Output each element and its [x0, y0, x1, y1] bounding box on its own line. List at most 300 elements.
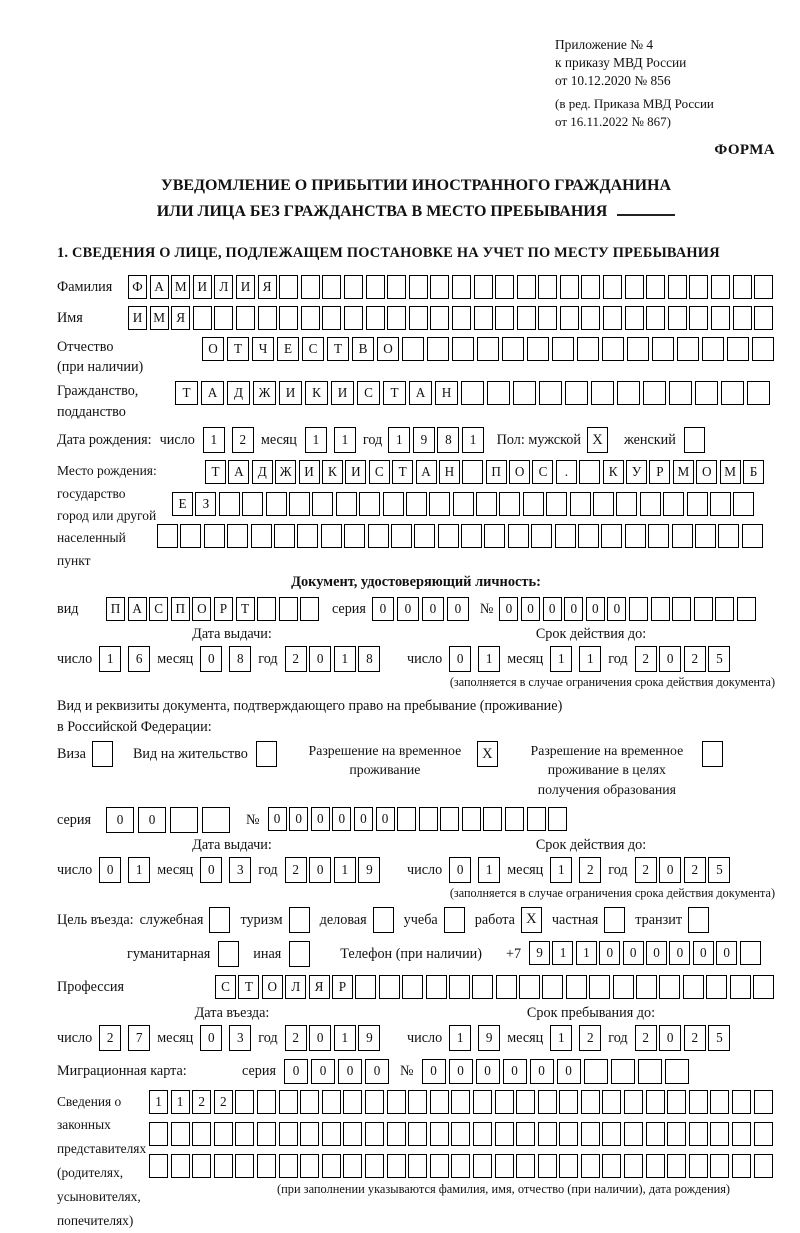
- char-cell[interactable]: [733, 492, 754, 516]
- char-cell[interactable]: [648, 524, 669, 548]
- char-cell[interactable]: 1: [550, 646, 572, 672]
- char-cell[interactable]: [391, 524, 412, 548]
- char-cell[interactable]: [495, 1122, 514, 1146]
- char-cell[interactable]: [727, 337, 749, 361]
- char-cell[interactable]: [516, 1090, 535, 1114]
- char-cell[interactable]: [387, 275, 406, 299]
- char-cell[interactable]: В: [352, 337, 374, 361]
- char-cell[interactable]: [219, 492, 240, 516]
- char-cell[interactable]: [624, 1122, 643, 1146]
- char-cell[interactable]: И: [236, 275, 255, 299]
- char-cell[interactable]: [402, 975, 423, 999]
- char-cell[interactable]: [624, 1090, 643, 1114]
- char-cell[interactable]: [517, 275, 536, 299]
- char-cell[interactable]: [625, 275, 644, 299]
- char-cell[interactable]: [601, 524, 622, 548]
- char-cell[interactable]: [508, 524, 529, 548]
- char-cell[interactable]: [235, 1122, 254, 1146]
- char-cell[interactable]: [300, 1090, 319, 1114]
- char-cell[interactable]: [718, 524, 739, 548]
- char-cell[interactable]: [706, 975, 727, 999]
- char-cell[interactable]: [754, 275, 773, 299]
- char-cell[interactable]: 2: [285, 1025, 307, 1051]
- char-cell[interactable]: [472, 975, 493, 999]
- char-cell[interactable]: [344, 306, 363, 330]
- char-cell[interactable]: [408, 1122, 427, 1146]
- char-cell[interactable]: 0: [268, 807, 287, 831]
- char-cell[interactable]: [402, 337, 424, 361]
- char-cell[interactable]: [301, 275, 320, 299]
- char-cell[interactable]: [257, 1090, 276, 1114]
- char-cell[interactable]: [747, 381, 770, 405]
- char-cell[interactable]: 5: [708, 646, 730, 672]
- char-cell[interactable]: 1: [550, 1025, 572, 1051]
- char-cell[interactable]: [409, 275, 428, 299]
- char-cell[interactable]: [669, 381, 692, 405]
- char-cell[interactable]: [214, 1154, 233, 1178]
- char-cell[interactable]: 0: [607, 597, 626, 621]
- char-cell[interactable]: [711, 275, 730, 299]
- char-cell[interactable]: К: [322, 460, 343, 484]
- char-cell[interactable]: [695, 524, 716, 548]
- char-cell[interactable]: О: [262, 975, 283, 999]
- char-cell[interactable]: [499, 492, 520, 516]
- char-cell[interactable]: [689, 1122, 708, 1146]
- char-cell[interactable]: 0: [200, 857, 222, 883]
- char-cell[interactable]: [149, 1122, 168, 1146]
- char-cell[interactable]: З: [195, 492, 216, 516]
- char-cell[interactable]: [451, 1090, 470, 1114]
- char-cell[interactable]: [322, 1122, 341, 1146]
- char-cell[interactable]: [539, 381, 562, 405]
- char-cell[interactable]: [513, 381, 536, 405]
- char-cell[interactable]: [733, 275, 752, 299]
- char-cell[interactable]: [279, 1154, 298, 1178]
- char-cell[interactable]: [300, 1122, 319, 1146]
- char-cell[interactable]: 1: [388, 427, 410, 453]
- char-cell[interactable]: О: [509, 460, 530, 484]
- char-cell[interactable]: А: [409, 381, 432, 405]
- char-cell[interactable]: Е: [277, 337, 299, 361]
- char-cell[interactable]: [577, 337, 599, 361]
- char-cell[interactable]: [343, 1154, 362, 1178]
- char-cell[interactable]: 1: [334, 1025, 356, 1051]
- char-cell[interactable]: 0: [557, 1059, 581, 1084]
- char-cell[interactable]: [754, 1122, 773, 1146]
- char-cell[interactable]: [430, 275, 449, 299]
- char-cell[interactable]: [336, 492, 357, 516]
- char-cell[interactable]: [646, 1154, 665, 1178]
- purpose-tourism-checkbox[interactable]: [289, 907, 310, 933]
- temp-permit-checkbox[interactable]: X: [477, 741, 498, 767]
- char-cell[interactable]: [538, 306, 557, 330]
- char-cell[interactable]: 0: [332, 807, 351, 831]
- char-cell[interactable]: [202, 807, 230, 833]
- char-cell[interactable]: [496, 975, 517, 999]
- char-cell[interactable]: [430, 1154, 449, 1178]
- char-cell[interactable]: 0: [138, 807, 166, 833]
- char-cell[interactable]: [646, 275, 665, 299]
- char-cell[interactable]: 1: [579, 646, 601, 672]
- char-cell[interactable]: [429, 492, 450, 516]
- char-cell[interactable]: 0: [309, 1025, 331, 1051]
- char-cell[interactable]: Т: [383, 381, 406, 405]
- char-cell[interactable]: [542, 975, 563, 999]
- char-cell[interactable]: [214, 306, 233, 330]
- char-cell[interactable]: [730, 975, 751, 999]
- char-cell[interactable]: [279, 1090, 298, 1114]
- char-cell[interactable]: 2: [635, 857, 657, 883]
- char-cell[interactable]: [652, 337, 674, 361]
- char-cell[interactable]: [487, 381, 510, 405]
- char-cell[interactable]: [559, 1122, 578, 1146]
- char-cell[interactable]: [711, 306, 730, 330]
- char-cell[interactable]: [548, 807, 567, 831]
- char-cell[interactable]: Я: [171, 306, 190, 330]
- char-cell[interactable]: 2: [635, 646, 657, 672]
- char-cell[interactable]: 0: [599, 941, 620, 965]
- char-cell[interactable]: [297, 524, 318, 548]
- char-cell[interactable]: [559, 1090, 578, 1114]
- char-cell[interactable]: [409, 306, 428, 330]
- char-cell[interactable]: С: [149, 597, 168, 621]
- char-cell[interactable]: [625, 306, 644, 330]
- char-cell[interactable]: 0: [309, 857, 331, 883]
- char-cell[interactable]: [419, 807, 438, 831]
- char-cell[interactable]: 1: [478, 646, 500, 672]
- char-cell[interactable]: 5: [708, 1025, 730, 1051]
- visa-checkbox[interactable]: [92, 741, 113, 767]
- char-cell[interactable]: [440, 807, 459, 831]
- edu-permit-checkbox[interactable]: [702, 741, 723, 767]
- char-cell[interactable]: 1: [99, 646, 121, 672]
- char-cell[interactable]: 1: [171, 1090, 190, 1114]
- char-cell[interactable]: 1: [576, 941, 597, 965]
- char-cell[interactable]: К: [305, 381, 328, 405]
- char-cell[interactable]: [406, 492, 427, 516]
- char-cell[interactable]: [414, 524, 435, 548]
- char-cell[interactable]: [603, 306, 622, 330]
- char-cell[interactable]: 1: [305, 427, 327, 453]
- char-cell[interactable]: 1: [449, 1025, 471, 1051]
- char-cell[interactable]: [430, 306, 449, 330]
- char-cell[interactable]: А: [150, 275, 169, 299]
- char-cell[interactable]: [279, 275, 298, 299]
- char-cell[interactable]: А: [228, 460, 249, 484]
- char-cell[interactable]: [667, 1154, 686, 1178]
- char-cell[interactable]: [581, 1090, 600, 1114]
- char-cell[interactable]: [668, 275, 687, 299]
- char-cell[interactable]: Б: [743, 460, 764, 484]
- char-cell[interactable]: 7: [128, 1025, 150, 1051]
- char-cell[interactable]: [667, 1090, 686, 1114]
- char-cell[interactable]: С: [369, 460, 390, 484]
- char-cell[interactable]: 0: [646, 941, 667, 965]
- char-cell[interactable]: 1: [462, 427, 484, 453]
- char-cell[interactable]: [538, 275, 557, 299]
- char-cell[interactable]: 0: [397, 597, 419, 621]
- char-cell[interactable]: Ф: [128, 275, 147, 299]
- char-cell[interactable]: Р: [332, 975, 353, 999]
- char-cell[interactable]: [242, 492, 263, 516]
- char-cell[interactable]: 0: [106, 807, 134, 833]
- char-cell[interactable]: [235, 1090, 254, 1114]
- purpose-work-checkbox[interactable]: X: [521, 907, 542, 933]
- char-cell[interactable]: [157, 524, 178, 548]
- char-cell[interactable]: [517, 306, 536, 330]
- char-cell[interactable]: [495, 1090, 514, 1114]
- char-cell[interactable]: [753, 975, 774, 999]
- char-cell[interactable]: Д: [227, 381, 250, 405]
- char-cell[interactable]: [387, 1122, 406, 1146]
- char-cell[interactable]: О: [377, 337, 399, 361]
- char-cell[interactable]: [589, 975, 610, 999]
- char-cell[interactable]: [646, 306, 665, 330]
- char-cell[interactable]: [663, 492, 684, 516]
- char-cell[interactable]: 9: [358, 1025, 380, 1051]
- char-cell[interactable]: [258, 306, 277, 330]
- char-cell[interactable]: М: [150, 306, 169, 330]
- char-cell[interactable]: 3: [229, 1025, 251, 1051]
- char-cell[interactable]: 8: [358, 646, 380, 672]
- char-cell[interactable]: [560, 275, 579, 299]
- char-cell[interactable]: [387, 306, 406, 330]
- char-cell[interactable]: 8: [437, 427, 459, 453]
- char-cell[interactable]: [473, 1122, 492, 1146]
- char-cell[interactable]: [289, 492, 310, 516]
- char-cell[interactable]: [426, 975, 447, 999]
- char-cell[interactable]: О: [202, 337, 224, 361]
- char-cell[interactable]: [453, 492, 474, 516]
- char-cell[interactable]: [732, 1122, 751, 1146]
- char-cell[interactable]: А: [128, 597, 147, 621]
- char-cell[interactable]: [523, 492, 544, 516]
- char-cell[interactable]: [279, 597, 298, 621]
- char-cell[interactable]: С: [532, 460, 553, 484]
- char-cell[interactable]: 0: [476, 1059, 500, 1084]
- char-cell[interactable]: [322, 306, 341, 330]
- char-cell[interactable]: [266, 492, 287, 516]
- char-cell[interactable]: 0: [311, 1059, 335, 1084]
- char-cell[interactable]: 0: [447, 597, 469, 621]
- char-cell[interactable]: [171, 1154, 190, 1178]
- char-cell[interactable]: Я: [258, 275, 277, 299]
- char-cell[interactable]: [474, 306, 493, 330]
- char-cell[interactable]: 0: [659, 857, 681, 883]
- char-cell[interactable]: [651, 597, 670, 621]
- char-cell[interactable]: [170, 807, 198, 833]
- char-cell[interactable]: [602, 337, 624, 361]
- char-cell[interactable]: 0: [449, 1059, 473, 1084]
- char-cell[interactable]: [452, 306, 471, 330]
- char-cell[interactable]: Л: [285, 975, 306, 999]
- char-cell[interactable]: 2: [579, 1025, 601, 1051]
- char-cell[interactable]: [702, 337, 724, 361]
- char-cell[interactable]: [516, 1154, 535, 1178]
- char-cell[interactable]: [740, 941, 761, 965]
- char-cell[interactable]: [322, 1154, 341, 1178]
- char-cell[interactable]: [495, 1154, 514, 1178]
- char-cell[interactable]: 1: [550, 857, 572, 883]
- char-cell[interactable]: Д: [252, 460, 273, 484]
- char-cell[interactable]: [355, 975, 376, 999]
- char-cell[interactable]: [430, 1122, 449, 1146]
- char-cell[interactable]: 1: [334, 427, 356, 453]
- char-cell[interactable]: 0: [669, 941, 690, 965]
- char-cell[interactable]: [602, 1154, 621, 1178]
- char-cell[interactable]: [343, 1122, 362, 1146]
- char-cell[interactable]: М: [720, 460, 741, 484]
- char-cell[interactable]: 9: [478, 1025, 500, 1051]
- char-cell[interactable]: 0: [338, 1059, 362, 1084]
- char-cell[interactable]: [602, 1122, 621, 1146]
- char-cell[interactable]: [579, 460, 600, 484]
- char-cell[interactable]: [387, 1090, 406, 1114]
- char-cell[interactable]: [365, 1090, 384, 1114]
- char-cell[interactable]: [438, 524, 459, 548]
- char-cell[interactable]: И: [279, 381, 302, 405]
- char-cell[interactable]: Т: [227, 337, 249, 361]
- char-cell[interactable]: [366, 306, 385, 330]
- char-cell[interactable]: Н: [435, 381, 458, 405]
- char-cell[interactable]: [710, 492, 731, 516]
- char-cell[interactable]: [462, 807, 481, 831]
- char-cell[interactable]: [552, 337, 574, 361]
- char-cell[interactable]: [251, 524, 272, 548]
- char-cell[interactable]: И: [193, 275, 212, 299]
- char-cell[interactable]: К: [603, 460, 624, 484]
- char-cell[interactable]: [343, 1090, 362, 1114]
- char-cell[interactable]: [646, 1122, 665, 1146]
- char-cell[interactable]: [502, 337, 524, 361]
- char-cell[interactable]: 2: [635, 1025, 657, 1051]
- char-cell[interactable]: 0: [200, 1025, 222, 1051]
- char-cell[interactable]: М: [673, 460, 694, 484]
- char-cell[interactable]: И: [128, 306, 147, 330]
- char-cell[interactable]: [689, 1090, 708, 1114]
- char-cell[interactable]: [677, 337, 699, 361]
- char-cell[interactable]: [527, 807, 546, 831]
- char-cell[interactable]: О: [696, 460, 717, 484]
- char-cell[interactable]: [321, 524, 342, 548]
- char-cell[interactable]: [638, 1059, 662, 1084]
- char-cell[interactable]: Ж: [253, 381, 276, 405]
- char-cell[interactable]: 0: [659, 1025, 681, 1051]
- char-cell[interactable]: [474, 275, 493, 299]
- char-cell[interactable]: [732, 1090, 751, 1114]
- char-cell[interactable]: [368, 524, 389, 548]
- char-cell[interactable]: [578, 524, 599, 548]
- char-cell[interactable]: 2: [684, 857, 706, 883]
- char-cell[interactable]: [710, 1090, 729, 1114]
- char-cell[interactable]: 0: [289, 807, 308, 831]
- char-cell[interactable]: Ч: [252, 337, 274, 361]
- char-cell[interactable]: [408, 1090, 427, 1114]
- char-cell[interactable]: [593, 492, 614, 516]
- char-cell[interactable]: [214, 1122, 233, 1146]
- char-cell[interactable]: Т: [392, 460, 413, 484]
- char-cell[interactable]: [344, 524, 365, 548]
- char-cell[interactable]: 1: [203, 427, 225, 453]
- purpose-business-checkbox[interactable]: [373, 907, 394, 933]
- char-cell[interactable]: [624, 1154, 643, 1178]
- char-cell[interactable]: 0: [99, 857, 121, 883]
- char-cell[interactable]: [646, 1090, 665, 1114]
- char-cell[interactable]: 0: [309, 646, 331, 672]
- char-cell[interactable]: 0: [564, 597, 583, 621]
- char-cell[interactable]: 0: [521, 597, 540, 621]
- char-cell[interactable]: 1: [334, 646, 356, 672]
- char-cell[interactable]: 2: [684, 646, 706, 672]
- char-cell[interactable]: Т: [327, 337, 349, 361]
- char-cell[interactable]: [473, 1154, 492, 1178]
- char-cell[interactable]: [204, 524, 225, 548]
- char-cell[interactable]: [565, 381, 588, 405]
- char-cell[interactable]: У: [626, 460, 647, 484]
- char-cell[interactable]: [516, 1122, 535, 1146]
- char-cell[interactable]: [483, 807, 502, 831]
- char-cell[interactable]: И: [345, 460, 366, 484]
- char-cell[interactable]: [484, 524, 505, 548]
- char-cell[interactable]: [581, 1154, 600, 1178]
- char-cell[interactable]: [538, 1122, 557, 1146]
- purpose-private-checkbox[interactable]: [604, 907, 625, 933]
- char-cell[interactable]: [235, 1154, 254, 1178]
- char-cell[interactable]: 1: [149, 1090, 168, 1114]
- char-cell[interactable]: [752, 337, 774, 361]
- char-cell[interactable]: [616, 492, 637, 516]
- char-cell[interactable]: П: [106, 597, 125, 621]
- char-cell[interactable]: [366, 275, 385, 299]
- char-cell[interactable]: [715, 597, 734, 621]
- char-cell[interactable]: Ж: [275, 460, 296, 484]
- char-cell[interactable]: [312, 492, 333, 516]
- char-cell[interactable]: 6: [128, 646, 150, 672]
- char-cell[interactable]: [279, 1122, 298, 1146]
- char-cell[interactable]: [451, 1122, 470, 1146]
- char-cell[interactable]: [581, 275, 600, 299]
- char-cell[interactable]: И: [299, 460, 320, 484]
- char-cell[interactable]: [452, 337, 474, 361]
- char-cell[interactable]: 0: [372, 597, 394, 621]
- purpose-official-checkbox[interactable]: [209, 907, 230, 933]
- purpose-transit-checkbox[interactable]: [688, 907, 709, 933]
- char-cell[interactable]: [236, 306, 255, 330]
- char-cell[interactable]: 0: [354, 807, 373, 831]
- char-cell[interactable]: 9: [358, 857, 380, 883]
- purpose-study-checkbox[interactable]: [444, 907, 465, 933]
- char-cell[interactable]: [495, 306, 514, 330]
- char-cell[interactable]: [668, 306, 687, 330]
- char-cell[interactable]: Л: [214, 275, 233, 299]
- char-cell[interactable]: 0: [586, 597, 605, 621]
- char-cell[interactable]: И: [331, 381, 354, 405]
- char-cell[interactable]: [742, 524, 763, 548]
- char-cell[interactable]: [171, 1122, 190, 1146]
- char-cell[interactable]: [257, 1122, 276, 1146]
- char-cell[interactable]: [149, 1154, 168, 1178]
- char-cell[interactable]: 1: [334, 857, 356, 883]
- char-cell[interactable]: [519, 975, 540, 999]
- char-cell[interactable]: [667, 1122, 686, 1146]
- char-cell[interactable]: [531, 524, 552, 548]
- char-cell[interactable]: 0: [623, 941, 644, 965]
- char-cell[interactable]: Т: [175, 381, 198, 405]
- char-cell[interactable]: [721, 381, 744, 405]
- char-cell[interactable]: 2: [214, 1090, 233, 1114]
- char-cell[interactable]: 0: [716, 941, 737, 965]
- char-cell[interactable]: [383, 492, 404, 516]
